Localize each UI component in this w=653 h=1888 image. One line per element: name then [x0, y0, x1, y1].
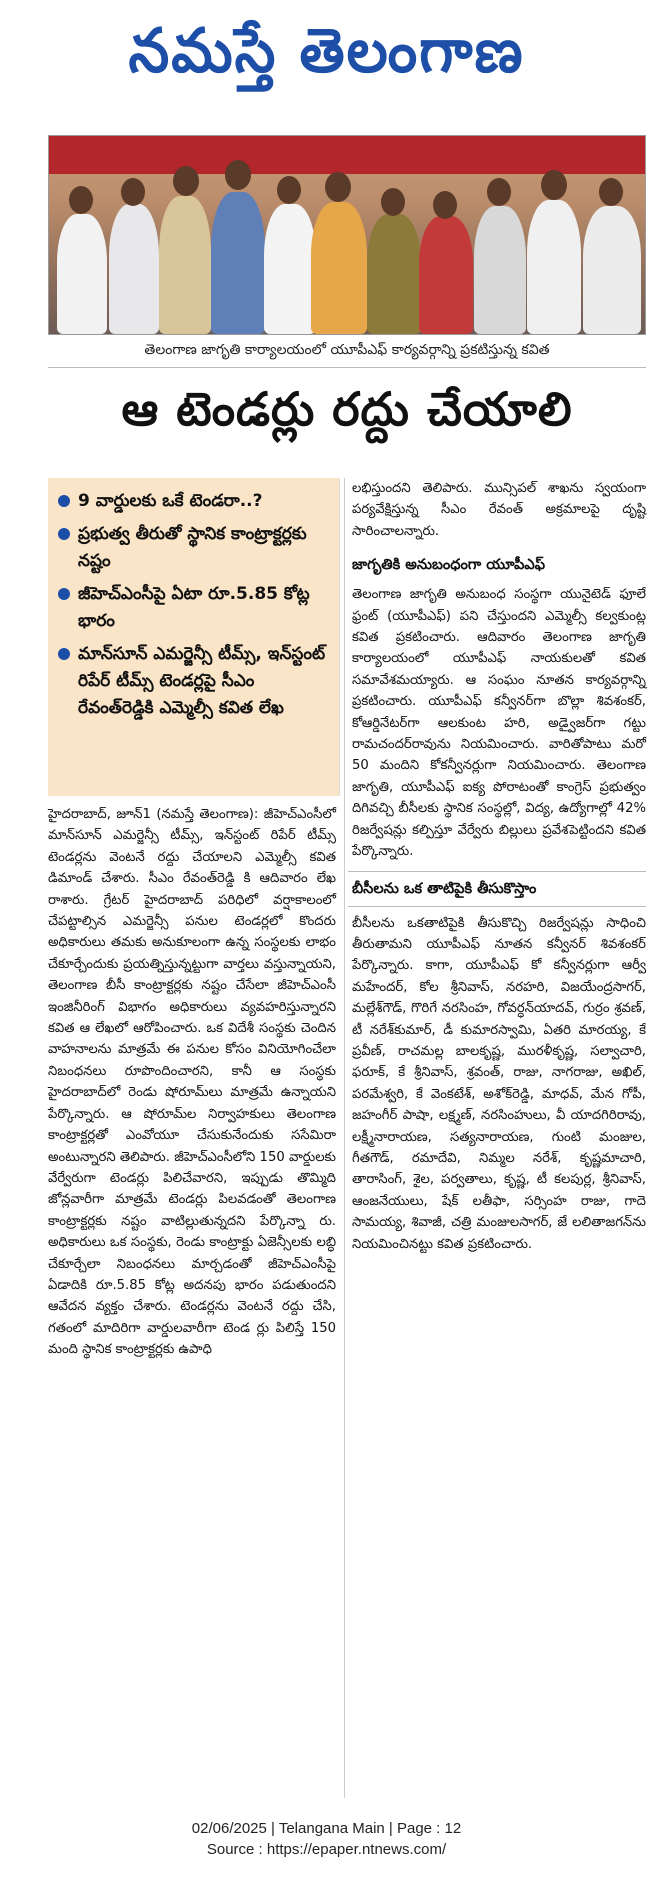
photo-caption: తెలంగాణ జాగృతి కార్యాలయంలో యూపీఎఫ్ కార్యవర్గాన్ని ప్రకటిస్తున్న కవిత	[48, 336, 646, 368]
bullet-icon	[58, 648, 70, 660]
highlight-item: జీహెచ్ఎంసీపై ఏటా రూ.5.85 కోట్ల భారం	[58, 581, 331, 635]
left-column	[48, 478, 340, 1361]
column-divider	[344, 478, 345, 1798]
highlight-item: 9 వార్డులకు ఒకే టెండరా..?	[58, 488, 331, 515]
highlight-item: మాన్‌సూన్ ఎమర్జెన్సీ టీమ్స్, ఇన్‌స్టంట్ రిపేర్ టీమ్స్ టెండర్లపై సీఎం రేవంత్‌రెడ్డికి ఎమ్మెల్సీ కవిత లేఖ	[58, 641, 331, 722]
masthead-title: నమస్తే తెలంగాణ	[128, 14, 525, 86]
masthead	[0, 0, 653, 116]
article-body-left: హైదరాబాద్, జూన్1 (నమస్తే తెలంగాణ): జీహెచ్ఎంసీలో మాన్‌సూన్ ఎమర్జెన్సీ టీమ్స్, ఇన్‌స్టంట్ రిపేర్ టీమ్స్ టెండర్లను వెంటనే రద్దు చేయాలని ఎమ్మెల్సీ కవిత డిమాండ్ చేశారు. సీఎం రేవంత్‌రెడ్డి కి ఆదివారం లేఖ రాశారు. గ్రేటర్ హైదరాబాద్ పరిధిలో వర్షాకాలంలో చేపట్టాల్సిన ఎమర్జెన్సీ పనుల టెండర్లలో కొందరు అధికారులు తమకు అనుకూలంగా ఉన్న సంస్థలకు లాభం చేకూర్చేందుకు ప్రయత్నిస్తున్నట్టుగా వార్తలు వస్తున్నాయని, తెలంగాణ బీసీ కాంట్రాక్టర్లకు నష్టం చేసేలా జీహెచ్ఎంసీ ఇంజినీరింగ్ విభాగం అధికారులు వ్యవహరిస్తున్నారని కవిత ఆ లేఖలో ఆరోపించారు. ఒక విదేశీ సంస్థకు చెందిన వాహనాలను మాత్రమే ఈ పనుల కోసం వినియోగించేలా నిబంధనలు రూపొందించారని, కానీ ఆ సంస్థకు హైదరాబాద్‌లో రెండు షోరూమ్‌లు మాత్రమే ఉన్నాయని పేర్కొన్నారు. ఆ షోరూమ్‌ల నిర్వాహకులు తెలంగాణ కాంట్రాక్టర్లతో ఎంవోయూ చేసుకునేందుకు ససేమిరా అంటున్నారని తెలిపారు. జీహెచ్ఎంసీలోని 150 వార్డులకు వేర్వేరుగా టెండర్లు పిలిచేవారని, ఇప్పుడు తొమ్మిది జోన్లవారీగా మాత్రమే టెండర్లు పిలవడంతో తెలంగాణ కాంట్రాక్టర్లకు నష్టం వాటిల్లుతున్నదని పేర్కొన్నా రు. అధికారులు ఒక సంస్థకు, రెండు కాంట్రాక్టు ఏజెన్సీలకు లబ్ధి చేకూర్చేలా నిబంధనలు మార్చడంతో జీహెచ్ఎంసీపై ఏడాదికి రూ.5.85 కోట్ల అదనపు భారం పడుతుందని ఆవేదన వ్యక్తం చేశారు. టెండర్లను వెంటనే రద్దు చేసి, గతంలో మాదిరిగా వార్డులవారీగా టెండ ర్లు పిలిస్తే 150 మంది స్థానిక కాంట్రాక్టర్లకు ఉపాధి	[48, 807, 336, 1358]
headline: ఆ టెండర్లు రద్దు చేయాలి	[121, 382, 573, 436]
bullet-icon	[58, 495, 70, 507]
bullet-icon	[58, 588, 70, 600]
subheading-1: జాగృతికి అనుబంధంగా యూపీఎఫ్	[352, 557, 546, 574]
footer	[0, 1818, 653, 1860]
subheading-2: బీసీలను ఒక తాటిపైకి తీసుకొస్తాం	[348, 871, 646, 907]
photo-banner	[49, 136, 645, 174]
highlights-box	[48, 478, 340, 796]
article-body-right-2: బీసీలను ఒకతాటిపైకి తీసుకొచ్చి రిజర్వేషన్లు సాధించి తీరుతామని యూపీఎఫ్ నూతన కన్వీనర్ శివశంకర్ పేర్కొన్నారు. కాగా, యూపీఎఫ్ కో కన్వీనర్లుగా ఆర్వీ మహేందర్, కోల శ్రీనివాస్, నరహరి, విజయేంద్రసాగర్, మల్లేశ్‌గౌడ్, గొరిగే నరసింహ, గోవర్ధన్‌యాదవ్, గుర్రం శ్రవణ్, టీ నరేశ్‌కుమార్, డీ కుమారస్వామి, ఏతరి మారయ్య, కే ప్రవీణ్, రాచమల్ల బాలకృష్ణ, మురళీకృష్ణ, సల్వాచారి, ఫరూక్, కే శ్రీనివాస్, శ్రవంత్, రాజు, నాగరాజు, అఖిల్, పరమేశ్వరి, కే వెంకటేశ్, అశోక్‌రెడ్డి, మాధవ్, మేన గోపీ, జహంగీర్ పాషా, లక్ష్మణ్, నరసింహులు, వీ యాదగిరిరావు, లక్ష్మీనారాయణ, సత్యనారాయణ, గుంటి మంజుల, గీతగౌడ్, రమాదేవి, నిమ్మల నరేశ్, కృష్ణమాచారి, తారాసింగ్, శైల, పర్వతాలు, కృష్ణ, టీ కలపుర్ల, శ్రీనివాస్, ఆంజనేయులు, షేక్ లతీఫా, సర్సింహ రాజు, గాదె సామయ్య, శివాజీ, చత్రి మంజులసాగర్, జే లలితాజగన్‌ను నియమించినట్టు కవిత ప్రకటించారు.	[352, 915, 646, 1252]
news-photo	[48, 135, 646, 335]
right-column	[348, 478, 646, 1255]
bullet-icon	[58, 528, 70, 540]
article-body-right-intro: లభిస్తుందని తెలిపారు. మున్సిపల్ శాఖను స్వయంగా పర్యవేక్షిస్తున్న సీఎం రేవంత్ అక్రమాలపై దృష్టి సారించాలన్నారు.	[352, 481, 646, 539]
footer-date-line: 02/06/2025 | Telangana Main | Page : 12	[191, 1820, 462, 1837]
highlight-item: ప్రభుత్వ తీరుతో స్థానిక కాంట్రాక్టర్లకు నష్టం	[58, 521, 331, 575]
article-body-right-1: తెలంగాణ జాగృతి అనుబంధ సంస్థగా యునైటెడ్ ఫూలే ఫ్రంట్ (యూపీఎఫ్) పని చేస్తుందని ఎమ్మెల్సీ కల్వకుంట్ల కవిత ప్రకటించారు. ఆదివారం తెలంగాణ జాగృతి కార్యాలయంలో యూపీఎఫ్ నాయకులతో కవిత సమావేశమయ్యారు. ఆ సంఘం నూతన కార్యవర్గాన్ని ప్రకటించారు. యూపీఎఫ్ కన్వీనర్‌గా బొల్లా శివశంకర్, కోఆర్డినేటర్‌గా ఆలకుంట హరి, అడ్వైజర్‌గా గట్టు రామచందర్‌రావును నియమించారు. వారితోపాటు మరో 50 మందిని కోకన్వీనర్లుగా నియమించారు. తెలంగాణ జాగృతి, యూపీఎఫ్ ఐక్య పోరాటంతో కాంగ్రెస్ ప్రభుత్వం దిగివచ్చి బీసీలకు స్థానిక సంస్థల్లో, విద్య, ఉద్యోగాల్లో 42% రిజర్వేషన్లు కల్పిస్తూ వేర్వేరు బిల్లులు ప్రవేశపెట్టిందని కవిత పేర్కొన్నారు.	[352, 587, 646, 860]
footer-source-line: Source : https://epaper.ntnews.com/	[206, 1841, 447, 1858]
